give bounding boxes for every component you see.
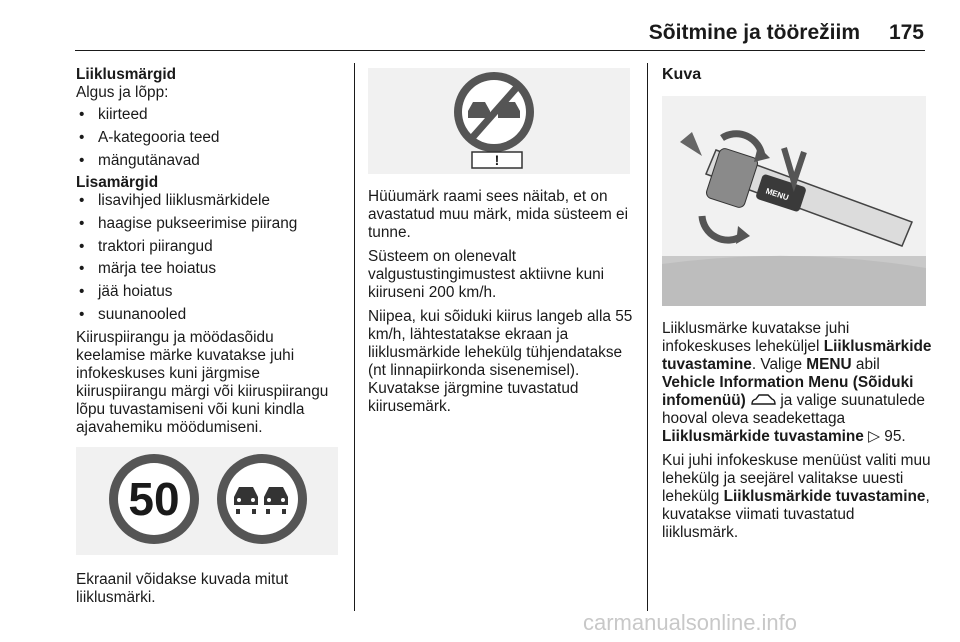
text: ja valige suunatulede hooval oleva seadekettaga <box>662 392 925 427</box>
list-item: • mängutänavad <box>76 152 346 170</box>
text: Liiklusmärke kuvatakse juhi infokeskuses leheküljel <box>662 320 850 355</box>
speed-limit-sign-icon <box>109 454 199 544</box>
list-item: • märja tee hoiatus <box>76 260 346 278</box>
column-divider-2 <box>647 63 648 611</box>
lever-stalk-icon <box>705 147 912 246</box>
paragraph-display-info <box>662 320 932 446</box>
paragraph: Niipea, kui sõiduki kiirus langeb alla 55 km/h, lähtestatakse ekraan ja liiklusmärkide lehekülg tühjendatakse (nt linnapiirkonda sisenemisel). Kuvatakse järgmine tuvastatud kiirusemärk. <box>368 308 633 415</box>
list-item: • traktori piirangud <box>76 238 346 256</box>
stalk-menu-label: MENU <box>764 186 790 203</box>
column-divider-1 <box>354 63 355 611</box>
bold-text: Liiklusmärkide tuvastamine <box>723 488 926 505</box>
header-divider <box>75 50 925 51</box>
car-icon <box>750 394 776 406</box>
list-item: • jää hoiatus <box>76 283 346 301</box>
section-intro: Algus ja lõpp: <box>76 84 169 101</box>
text: Kui juhi infokeskuse menüüst valiti muu lehekülg ja seejärel valitakse uuesti lehekülg <box>662 452 931 505</box>
list-item: • haagise pukseerimise piirang <box>76 215 346 233</box>
text: abil <box>851 356 880 373</box>
paragraph: Ekraanil võidakse kuvada mitut liiklusmärki. <box>76 571 289 607</box>
list-item: • lisavihjed liiklusmärkidele <box>76 192 346 210</box>
list-item: • suunanooled <box>76 306 346 324</box>
rotate-down-arrow-icon <box>702 216 742 240</box>
paragraph: Süsteem on olenevalt valgustustingimustest aktiivne kuni kiiruseni 200 km/h. <box>368 248 605 301</box>
paragraph: Kiiruspiirangu ja möödasõidu keelamise märke kuvatakse juhi infokeskuses kuni järgmise kiiruspiirangu märgi või kiiruspiirangu lõpu tuvastamiseni või kuni kindla ajavahemiku möödumiseni. <box>76 329 329 437</box>
paragraph-last-sign <box>662 452 932 542</box>
arrow-icon <box>680 132 702 156</box>
text: 95. <box>880 428 906 445</box>
column-2 <box>368 66 638 422</box>
text: , kuvatakse viimati tuvastatud liiklusmärk. <box>662 488 930 541</box>
figure-unknown-sign <box>368 68 630 174</box>
end-of-no-overtaking-sign-icon <box>454 72 534 152</box>
paragraph: Hüüumärk raami sees näitab, et on avastatud muu märk, mida süsteem ei tunne. <box>368 188 629 241</box>
page-number: 175 <box>888 21 924 44</box>
page-header-title: Sõitmine ja töörežiim <box>648 21 860 44</box>
section-title-traffic-signs: Liiklusmärgid <box>76 66 177 83</box>
column-3 <box>662 66 932 548</box>
page-reference-icon: ▷ <box>868 428 880 445</box>
figure-turn-signal-lever <box>662 96 926 306</box>
bold-text: Liiklusmärkide tuvastamine <box>662 428 864 445</box>
exclamation-box-icon <box>472 152 522 168</box>
bold-text: MENU <box>806 356 852 373</box>
no-overtaking-sign-icon <box>217 454 307 544</box>
column-1 <box>76 66 346 613</box>
bold-text: Vehicle Information Menu (Sõiduki infomenüü) <box>662 374 914 409</box>
watermark: carmanualsonline.info <box>583 610 798 635</box>
list-item: • A-kategooria teed <box>76 129 346 147</box>
section-title-additional-signs: Lisamärgid <box>76 173 159 191</box>
section-title-display: Kuva <box>662 66 702 83</box>
exclamation-symbol: ! <box>494 152 500 168</box>
additional-signs-list <box>76 192 346 324</box>
text: . Valige <box>751 356 807 373</box>
road-types-list <box>76 106 346 170</box>
bold-text: Liiklusmärkide tuvastamine <box>662 338 932 373</box>
figure-speed-and-overtaking-signs <box>76 447 338 555</box>
list-item: • kiirteed <box>76 106 346 124</box>
speed-limit-value: 50 <box>128 473 180 526</box>
